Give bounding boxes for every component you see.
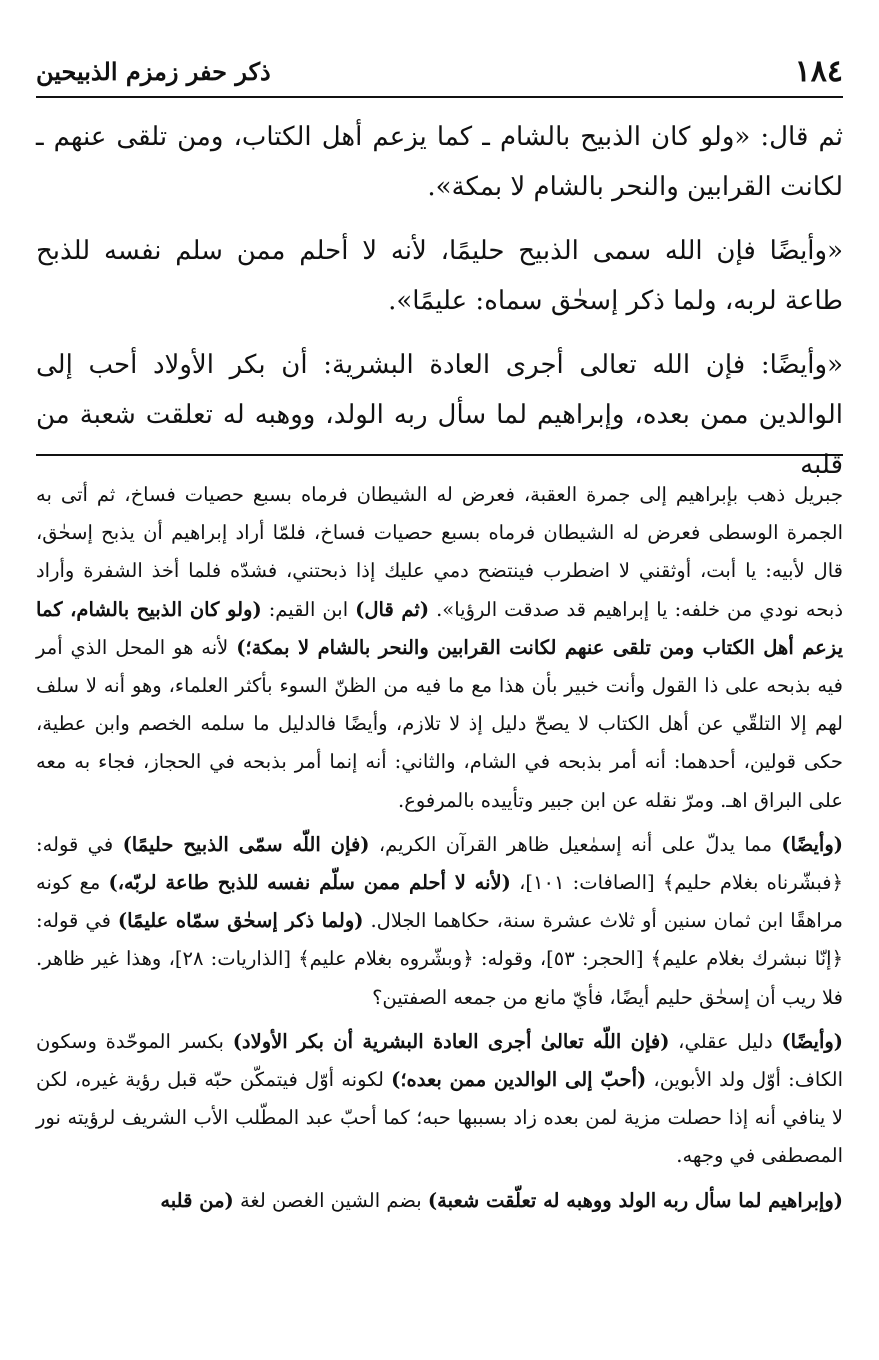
commentary-text-run: في قوله: ﴿فبشّرناه بغلام حليم﴾ [الصافات: ١٠١]، xyxy=(36,832,843,895)
commentary-bold-run: (لأنه لا أحلم ممن سلّم نفسه للذبح طاعة لربّه،) xyxy=(108,871,511,895)
commentary-paragraph-2 xyxy=(36,826,843,1017)
commentary-paragraph-4 xyxy=(36,1182,843,1220)
commentary-text-run: بكسر الموحّدة وسكون الكاف: أوّل ولد الأبوين، xyxy=(36,1029,843,1092)
main-paragraph-3: «وأيضًا: فإن الله تعالى أجرى العادة البشرية: أن بكر الأولاد أحب إلى الوالدين ممن بعده، وإبراهيم لما سأل ربه الولد، ووهبه له تعلقت شعبة من قلبه xyxy=(36,350,843,480)
footnote-separator xyxy=(36,454,843,456)
commentary-text-run: بضم الشين الغصن لغة xyxy=(233,1188,428,1212)
main-paragraph-2: «وأيضًا فإن الله سمى الذبيح حليمًا، لأنه لا أحلم ممن سلم نفسه للذبح طاعة لربه، ولما ذكر إسحٰق سماه: عليمًا». xyxy=(36,236,843,316)
commentary-bold-run: (وأيضًا) xyxy=(781,1029,844,1053)
commentary-text-run: جبريل ذهب بإبراهيم إلى جمرة العقبة، فعرض له الشيطان فرماه بسبع حصيات فساخ، ثم أتى به الجمرة الوسطى فعرض له الشيطان فرماه بسبع حصيات فساخ، فلمّا أراد إبراهيم أن يذبح إسحٰق، قال لأبيه: يا أبت، أوثقني لا اضطرب فينتضح دمي عليك إذا ذبحتني، فشدّه فلما أخذ الشفرة وأراد ذبحه نودي من خلفه: يا إبراهيم قد صدقت الرؤيا». xyxy=(36,483,844,621)
commentary-paragraph-3 xyxy=(36,1023,843,1176)
commentary-bold-run: (ثم قال) xyxy=(355,597,430,621)
main-text xyxy=(36,112,843,504)
page-number: ١٨٤ xyxy=(794,53,843,89)
main-paragraph-1: ثم قال: «ولو كان الذبيح بالشام ـ كما يزعم أهل الكتاب، ومن تلقى عنهم ـ لكانت القرابين والنحر بالشام لا بمكة». xyxy=(36,122,843,202)
commentary-bold-run: (ولما ذكر إسحٰق سمّاه عليمًا) xyxy=(117,909,364,933)
commentary-bold-run: (وإبراهيم لما سأل ربه الولد ووهبه له تعلّقت شعبة) xyxy=(427,1188,843,1212)
commentary-text-run: دليل عقلي، xyxy=(669,1029,782,1053)
document-page xyxy=(36,0,843,1360)
commentary-bold-run: (فإن اللّه سمّى الذبيح حليمًا) xyxy=(122,832,370,856)
running-title: ذكر حفر زمزم الذبيحين xyxy=(36,56,271,86)
commentary-bold-run: (ولو كان الذبيح بالشام، كما يزعم أهل الكتاب ومن تلقى عنهم لكانت القرابين والنحر بالشام لا بمكة؛) xyxy=(36,597,843,659)
commentary-text-run: في قوله: ﴿إنّا نبشرك بغلام عليم﴾ [الحجر: ٥٣]، وقوله: ﴿وبشّروه بغلام عليم﴾ [الذاريات: ٢٨]، وهذا غير ظاهر. فلا ريب أن إسحٰق حليم أيضًا، فأيّ مانع من جمعه الصفتين؟ xyxy=(36,909,843,1009)
commentary-text-run: مع كونه مراهقًا ابن ثمان سنين أو ثلاث عشرة سنة، حكاهما الجلال. xyxy=(36,871,843,933)
page-header xyxy=(36,46,843,98)
commentary-bold-run: (وأيضًا) xyxy=(781,832,843,856)
commentary-bold-run: (أحبّ إلى الوالدين ممن بعده؛) xyxy=(391,1068,647,1092)
commentary-text-run: لكونه أوّل فيتمكّن حبّه قبل رؤية غيره، لكن لا ينافي أنه إذا حصلت مزية لمن بعده زاد بسببها حبه؛ كما أحبّ عبد المطّلب الأب الشريف لرؤيته نور المصطفى في وجهه. xyxy=(36,1068,843,1168)
commentary-text-run: لأنه هو المحل الذي أمر فيه بذبحه على ذا القول وأنت خبير بأن هذا مع ما فيه من الظنّ السوء بأكثر العلماء، وهو أنه لا سلف لهم إلا التلقّي عن أهل الكتاب لا يصحّ دليل إذ لا تلازم، وأيضًا فالدليل ما سلمه الخصم وابن عطية، حكى قولين، أحدهما: أنه أمر بذبحه في الشام، والثاني: أنه إنما أمر بذبحه في الحجاز، فجاء به معه على البراق اهـ. ومرّ نقله عن ابن جبير وتأييده بالمرفوع. xyxy=(36,635,844,812)
commentary-paragraph-1 xyxy=(36,476,843,820)
commentary-bold-run: (من قلبه xyxy=(160,1188,234,1212)
commentary-text-run: ابن القيم: xyxy=(261,597,356,621)
commentary-text-run: مما يدلّ على أنه إسمٰعيل ظاهر القرآن الكريم، xyxy=(369,832,782,856)
commentary-text xyxy=(36,476,843,1226)
commentary-bold-run: (فإن اللّه تعالىٰ أجرى العادة البشرية أن بكر الأولاد) xyxy=(232,1029,670,1053)
